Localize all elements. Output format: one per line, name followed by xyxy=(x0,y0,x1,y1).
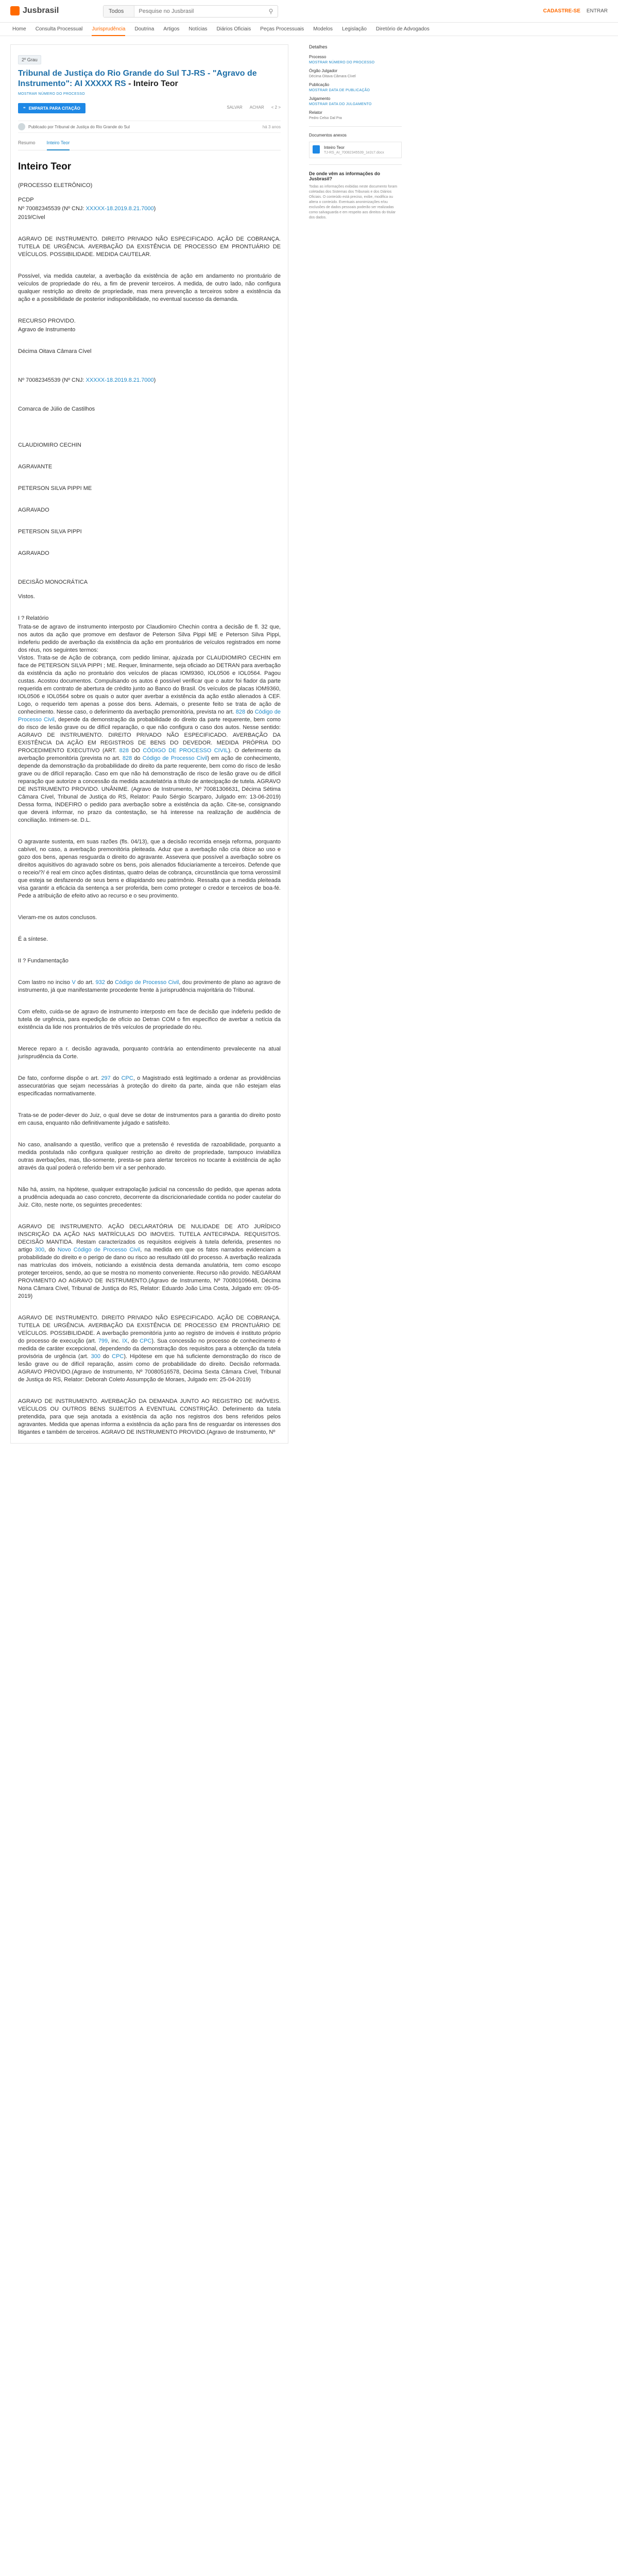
paragraph: No caso, analisando a questão, verifico que a pretensão é revestida de razoabilidade, porquanto a medida postulada não configura qualquer restrição ao direito de propriedade, tampouco inviabiliza outras averbações, mas, tão-somente, presta-se para alertar terceiros no tocante à existência de ação através da qual poderá o referido bem vir a ser penhorado. xyxy=(18,1142,281,1171)
party-role: AGRAVADO xyxy=(18,507,49,513)
law-link[interactable]: 828 xyxy=(122,755,132,761)
law-link[interactable]: 297 xyxy=(101,1075,111,1081)
party-role: AGRAVANTE xyxy=(18,464,53,470)
paragraph: De fato, conforme dispõe o art. 297 do CPC, o Magistrado está legitimado a ordenar as providências assecuratórias que sejam necessárias à proteção do direito da parte, ainda que não estejam elas especificadas normativamente. xyxy=(18,1075,281,1097)
logo-mark-icon xyxy=(10,6,20,15)
paragraph: RECURSO PROVIDO. xyxy=(18,318,76,324)
detail-label: Órgão Julgador xyxy=(309,69,338,73)
divider xyxy=(309,126,402,127)
paragraph: Merece reparo a r. decisão agravada, porquanto contrária ao entendimento prevalecente na atual jurisprudência da Corte. xyxy=(18,1046,281,1060)
details-title: Detalhes xyxy=(309,44,328,49)
paragraph: AGRAVO DE INSTRUMENTO. DIREITO PRIVADO NÃO ESPECIFICADO. AÇÃO DE COBRANÇA. TUTELA DE URGÊNCIA. AVERBAÇÃO DA EXISTÊNCIA DE PROCESSO EM PRONTUÁRIO DE VEÍCULOS. POSSIBILIDADE. MEDIDA CAUTELAR. xyxy=(18,236,281,258)
law-link[interactable]: 932 xyxy=(95,979,105,986)
attached-document-name: Inteiro Teor xyxy=(324,145,345,150)
law-link[interactable]: 799 xyxy=(98,1338,108,1344)
instance-badge: 2º Grau xyxy=(18,55,41,64)
tab-inteiro-teor[interactable]: Inteiro Teor xyxy=(47,140,70,150)
paragraph: PCDP xyxy=(18,197,34,203)
logo[interactable] xyxy=(10,6,59,15)
cnj-link[interactable]: XXXXX-18.2019.8.21.7000 xyxy=(85,377,154,383)
paragraph: O agravante sustenta, em suas razões (fls. 04/13), que a decisão recorrida enseja reforma, porquanto cabível, no caso, a averbação premonitória pleiteada. Aduz que a averbação não cria óbice ao uso e gozo dos bens, apenas resguarda o direito do agravante. Assevera que possível a averbação sobre os direitos aquisitivos do agravado sobre os bens, pois alienados fiduciariamente a terceiros. Defende que o receio/?/ é real em cinco ações distintas, quatro delas de cobrança, circunstância que torna verossímil que esteja se desfazendo de seus bens e dilapidando seu patrimônio. Ressalta que a medida pleiteada visa garantir a eficácia da sentença a ser proferida, bem como proteger o credor e terceiros de boa-fé. Pede a atribuição de efeito ativo ao recurso e o seu provimento. xyxy=(18,839,281,899)
nav-item-doutrina[interactable]: Doutrina xyxy=(134,26,154,32)
quote-icon: ❝ xyxy=(23,106,26,111)
paragraph: AGRAVO DE INSTRUMENTO. AÇÃO DECLARATÓRIA DE NULIDADE DE ATO JURÍDICO INSCRIÇÃO DA AÇÃO NAS MATRÍCULAS DO IMOVEIS. TUTELA ANTECIPADA. REQUISITOS. DECISÃO MANTIDA. Restam caracterizados os requisitos exigíveis à tutela deferida, presentes no artigo 300, do Novo Código de Processo Civil, na medida em que os fatos narrados evidenciam a probabilidade do direito e o perigo de dano ou risco ao resultado útil do processo. A averbação realizada nas matrículas dos imóveis, noticiando a existência desta demanda anulatória, tem como escopo proteger terceiros, sendo, ao que se mostra no momento conveniente. Recurso não provido. NEGARAM PROVIMENTO AO AGRAVO DE INSTRUMENTO.(Agravo de Instrumento, Nº 70080109648, Décima Nona Câmara Cível, Tribunal de Justiça do RS, Relator: Eduardo João Lima Costa, Julgado em: 09-05-2019) xyxy=(18,1224,281,1299)
law-link[interactable]: CPC xyxy=(140,1338,152,1344)
paragraph: É a síntese. xyxy=(18,936,48,942)
document-tabs xyxy=(18,140,281,150)
search-bar xyxy=(103,5,278,18)
search-input[interactable] xyxy=(134,8,264,14)
auth-links xyxy=(543,8,608,14)
paragraph: (PROCESSO ELETRÔNICO) xyxy=(18,182,93,189)
signup-link[interactable]: CADASTRE-SE xyxy=(543,8,580,14)
divider xyxy=(309,164,402,165)
paragraph: Décima Oitava Câmara Cível xyxy=(18,348,92,354)
paragraph: Não há, assim, na hipótese, qualquer extrapolação judicial na concessão do pedido, que apenas adota a prudência adequada ao caso concreto, decorrente da discricionariedade contida no poder cautelar do Juiz. Cito, neste norte, os seguintes precedentes: xyxy=(18,1187,281,1208)
nav-item-modelos[interactable]: Modelos xyxy=(313,26,333,32)
paragraph: Possível, via medida cautelar, a averbação da existência de ação em andamento no prontuário de veículos de propriedade do réu, a fim de prevenir terceiros. A medida, de outro lado, não configura qualquer restrição ao direito de propriedade, mas mera prevenção a terceiros sobre a existência da ação e a possibilidade de posterior indisponibilidade, no eventual sucesso da demanda. xyxy=(18,273,281,302)
publisher-row xyxy=(18,121,281,133)
paragraph: Agravo de Instrumento xyxy=(18,327,76,333)
document-card xyxy=(10,44,288,1444)
document-content xyxy=(11,150,288,1436)
top-header xyxy=(0,0,618,23)
document-tools xyxy=(227,105,281,110)
detail-label: Relator xyxy=(309,110,322,115)
show-process-number-link[interactable]: MOSTRAR NÚMERO DO PROCESSO xyxy=(18,92,85,96)
section-title: II ? Fundamentação xyxy=(18,958,68,964)
law-link[interactable]: 300 xyxy=(35,1247,45,1253)
law-link[interactable]: CPC xyxy=(121,1075,133,1081)
paragraph: Nº 70082345539 (Nº CNJ: XXXXX-18.2019.8.21.7000) xyxy=(18,206,156,212)
nav-item-home[interactable]: Home xyxy=(12,26,26,32)
page-title xyxy=(18,69,281,89)
paragraph: Com efeito, cuida-se de agravo de instrumento interposto em face de decisão que indeferiu pedido de tutela de urgência, para expedição de ofício ao Detran COM o fim específico de averbar a notícia da existência da lide nos prontuários de três veículos de propriedade do réu. xyxy=(18,1009,281,1030)
law-link[interactable]: V xyxy=(72,979,76,986)
section-title: DECISÃO MONOCRÁTICA xyxy=(18,579,88,585)
info-source-text: Todas as informações exibidas neste documento foram coletadas dos Sistemas dos Tribunais e dos Diários Oficiais. O conteúdo está preciso, exibe, modifica ou altera o conteúdo. Eventuais anonimizações e/ou exclusões de dados pessoais poderão ser realizadas como salvaguarda e em respeito aos direitos do titular dos dados. xyxy=(309,185,398,219)
cite-button[interactable] xyxy=(18,103,85,113)
detail-value: Pedro Celso Dal Pra xyxy=(309,116,342,120)
login-link[interactable]: ENTRAR xyxy=(586,8,608,14)
show-process-link[interactable]: MOSTRAR NÚMERO DO PROCESSO xyxy=(309,61,375,64)
section-title: I ? Relatório xyxy=(18,615,49,621)
main-nav xyxy=(0,23,618,36)
law-link[interactable]: IX xyxy=(122,1338,128,1344)
law-link[interactable]: 828 xyxy=(235,709,246,715)
nav-item-diretorio[interactable]: Diretório de Advogados xyxy=(375,26,430,32)
content-heading: Inteiro Teor xyxy=(18,161,72,172)
paragraph: Trata-se de agravo de instrumento interposto por Claudiomiro Chechin contra a decisão de fl. 32 que, nos autos da ação que promove em desfavor de Peterson Silva Pippi ME e Peterson Silva Pippi, indeferiu pedido de averbação da existência da ação em prontuários de veículos registrados em nome dos réus, nos seguintes termos: xyxy=(18,624,281,653)
publisher-avatar xyxy=(18,123,25,130)
details-sidebar xyxy=(309,44,402,221)
party-name: PETERSON SILVA PIPPI xyxy=(18,529,82,535)
paragraph: AGRAVO DE INSTRUMENTO. DIREITO PRIVADO NÃO ESPECIFICADO. AÇÃO DE COBRANÇA. TUTELA DE URGÊNCIA. AVERBAÇÃO DA EXISTÊNCIA DE PROCESSO EM PRONTUÁRIO DE VEÍCULOS. POSSIBILIDADE. A averbação premonitória junto ao registro de imóveis é instituto próprio do processo de execução (art. 799, inc. IX, do CPC). Sua concessão no processo de conhecimento é medida de caráter excepcional, dependendo da demonstração dos requisitos para a obtenção da tutela provisória de urgência (art. 300 do CPC). Hipótese em que há suficiente demonstração do risco de lesão grave ou de difícil reparação, assim como de probabilidade do direito. Decisão reformada. AGRAVO PROVIDO.(Agravo de Instrumento, Nº 70080516578, Décima Sexta Câmara Cível, Tribunal de Justiça do RS, Relator: Deborah Coleto Assumpção de Moraes, Julgado em: 25-04-2019) xyxy=(18,1315,281,1383)
law-link[interactable]: CÓDIGO DE PROCESSO CIVIL xyxy=(143,748,229,754)
search-icon[interactable]: ⚲ xyxy=(268,8,273,15)
search-scope-select[interactable]: Todos xyxy=(104,6,134,17)
publisher-text: Publicado por Tribunal de Justiça do Rio Grande do Sul xyxy=(28,124,130,129)
paragraph: Comarca de Júlio de Castilhos xyxy=(18,406,95,412)
nav-item-legislacao[interactable]: Legislação xyxy=(342,26,367,32)
nav-item-pecas[interactable]: Peças Processuais xyxy=(260,26,304,32)
party-name: CLAUDIOMIRO CECHIN xyxy=(18,442,81,448)
cite-button-label: EMPARTA PARA CITAÇÃO xyxy=(28,106,80,111)
law-link[interactable]: Código de Processo Civil xyxy=(115,979,179,986)
attached-docs-title: Documentos anexos xyxy=(309,133,347,138)
title-court: Tribunal de Justiça do Rio Grande do Sul TJ-RS - "Agravo de Instrumento": AI XXXXX RS xyxy=(18,69,257,88)
document-icon xyxy=(313,145,320,154)
document-actions xyxy=(18,103,281,118)
tab-resumo[interactable]: Resumo xyxy=(18,140,36,145)
detail-value: Décima Oitava Câmara Cível xyxy=(309,75,356,78)
show-publication-date-link[interactable]: MOSTRAR DATA DE PUBLICAÇÃO xyxy=(309,89,370,92)
law-link[interactable]: CPC xyxy=(112,1353,124,1360)
law-link[interactable]: Código de Processo Civil xyxy=(142,755,208,761)
paragraph: AGRAVO DE INSTRUMENTO. AVERBAÇÃO DA DEMANDA JUNTO AO REGISTRO DE IMÓVEIS. VEÍCULOS OU OUTROS BENS SUJEITOS A EVENTUAL CONSTRIÇÃO. Deferimento da tutela pretendida, para que seja anotada a existência da ação nos registros dos bens referidos pelos agravantes. Medida que apenas informa a existência da ação para fins de resguardar os interesses dos litigantes e também de terceiros. AGRAVO DE INSTRUMENTO PROVIDO.(Agravo de Instrumento, Nº xyxy=(18,1398,281,1435)
nav-item-noticias[interactable]: Notícias xyxy=(188,26,208,32)
paragraph: Vieram-me os autos conclusos. xyxy=(18,914,97,921)
paragraph: 2019/Cível xyxy=(18,214,45,221)
detail-label: Processo xyxy=(309,55,327,59)
law-link[interactable]: 828 xyxy=(119,748,129,754)
find-button[interactable]: ACHAR xyxy=(249,105,264,110)
attached-document[interactable] xyxy=(309,142,402,158)
logo-text: Jusbrasil xyxy=(23,6,59,15)
cnj-link[interactable]: XXXXX-18.2019.8.21.7000 xyxy=(85,206,154,212)
nav-item-consulta[interactable]: Consulta Processual xyxy=(35,26,83,32)
paragraph: Com lastro no inciso V do art. 932 do Código de Processo Civil, dou provimento de plano ao agravo de instrumento, já que manifestamente procedente frente à jurisprudência majoritária do Tribunal. xyxy=(18,979,281,993)
law-link[interactable]: 300 xyxy=(91,1353,100,1360)
detail-label: Julgamento xyxy=(309,96,331,101)
show-judgment-date-link[interactable]: MOSTRAR DATA DO JULGAMENTO xyxy=(309,103,372,106)
party-role: AGRAVADO xyxy=(18,550,49,556)
nav-item-diarios[interactable]: Diários Oficiais xyxy=(216,26,251,32)
law-link[interactable]: Novo Código de Processo Civil xyxy=(57,1247,141,1253)
paragraph: Vistos. Trata-se de Ação de cobrança, com pedido liminar, ajuizada por CLAUDIOMIRO CECHIN em face de PETERSON SILVA PIPPI ; ME. Requer, liminarmente, seja oficiado ao DETRAN para averbação da existência da ação no prontuário dos veículos de placas IOM9360, IOL0506 e IOL0564. Pagou custas. Acostou documentos. Compulsando os autos é possível verificar que o autor foi fiador da parte requerida em contrato de abertura de crédito junto ao Banco do Brasil. Os veículos de placas IOM9360, IOL0506 e IOL0564 sobre os quais o autor quer averbar a existência da ação estão alienados à CEF. Logo, o requerido tem apenas a posse dos bens. Ademais, o presente feito se trata de ação de conhecimento. Nesse caso, o deferimento da averbação premonitória, prevista no art. 828 do Código de Processo Civil, depende da demonstração da probabilidade do direito da parte requerente, bem como do risco de lesão grave ou de difícil reparação, o que não configura o caso dos autos. Nesse sentido: AGRAVO DE INSTRUMENTO. DIREITO PRIVADO NÃO ESPECIFICADO. AVERBAÇÃO DA EXISTÊNCIA DA AÇÃO EM REGISTROS DE BENS DO DEVEDOR. MEDIDA PRÓPRIA DO PROCEDIMENTO EXECUTIVO (ART. 828 DO CÓDIGO DE PROCESSO CIVIL). O deferimento da averbação premonitória (prevista no art. 828 do Código de Processo Civil) em ação de conhecimento, depende da demonstração da probabilidade do direito da parte requerente, bem como do risco de lesão grave ou de difícil reparação. Caso em que não há demonstração de risco de lesão grave ou de difícil reparação que autorize a concessão da medida acautelatória a título de antecipação de tutela. AGRAVO DE INSTRUMENTO PROVIDO. UNÂNIME. (Agravo de Instrumento, Nº 70081306631, Décima Sétima Câmara Cível, Tribunal de Justiça do RS, Relator: Paulo Sérgio Scarparo, Julgado em: 13-06-2019) Dessa forma, INDEFIRO o pedido para averbação sobre a existência da ação. Cite-se, consignando que deverá informar, no prazo da contestação, se há interesse na realização de audiência de conciliação. Intimem-se. D.L. xyxy=(18,655,281,823)
save-button[interactable]: SALVAR xyxy=(227,105,243,110)
published-ago: há 3 anos xyxy=(262,124,281,129)
nav-item-jurisprudencia[interactable]: Jurisprudência xyxy=(92,26,125,36)
info-source-title: De onde vêm as informações do Jusbrasil? xyxy=(309,171,381,181)
paragraph: Trata-se de poder-dever do Juiz, o qual deve se dotar de instrumentos para a garantia do direito posto em causa, enquanto não definitivamente julgado e satisfeito. xyxy=(18,1112,281,1126)
law-link[interactable]: Código de Processo Civil xyxy=(18,709,281,723)
pager-button[interactable]: < 2 > xyxy=(271,105,281,110)
nav-item-artigos[interactable]: Artigos xyxy=(163,26,180,32)
attached-document-file: TJ-RS_AI_70082345539_1e2c7.docx xyxy=(324,151,384,155)
paragraph: Vistos. xyxy=(18,594,35,600)
detail-label: Publicação xyxy=(309,82,330,87)
title-suffix: - Inteiro Teor xyxy=(126,79,178,88)
party-name: PETERSON SILVA PIPPI ME xyxy=(18,485,92,492)
paragraph: Nº 70082345539 (Nº CNJ: XXXXX-18.2019.8.21.7000) xyxy=(18,377,156,383)
